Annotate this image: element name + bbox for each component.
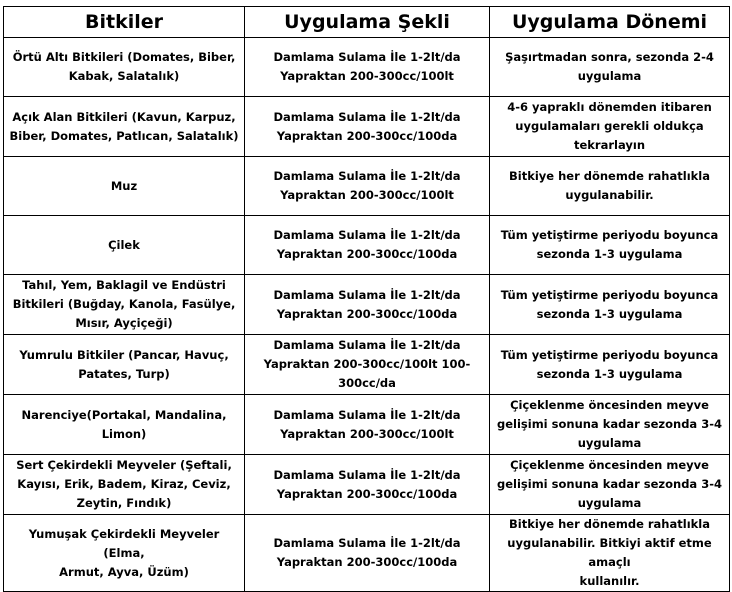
- period-cell: [490, 395, 730, 455]
- plant-cell: [4, 275, 245, 335]
- plant-cell: [4, 216, 245, 275]
- plant-text: Yumuşak Çekirdekli Meyveler (Elma, Armut, Ayva, Üzüm): [28, 526, 220, 579]
- period-text: Tüm yetiştirme periyodu boyunca sezonda 1-3 uygulama: [500, 347, 719, 381]
- header-row: [4, 7, 730, 38]
- period-cell: [490, 515, 730, 592]
- plant-text: Örtü Altı Bitkileri (Domates, Biber, Kabak, Salatalık): [12, 50, 236, 83]
- header-application-method: Uygulama Şekli: [245, 7, 490, 38]
- table-row: [4, 515, 730, 592]
- table-row: [4, 97, 730, 157]
- plant-text: Muz: [110, 178, 138, 193]
- table-row: [4, 38, 730, 97]
- method-cell: [245, 395, 490, 455]
- plant-text: Yumrulu Bitkiler (Pancar, Havuç, Patates, Turp): [19, 347, 229, 381]
- period-cell: [490, 455, 730, 515]
- period-cell: [490, 216, 730, 275]
- plant-cell: [4, 157, 245, 216]
- period-text: Bitkiye her dönemde rahatlıkla uygulanabilir. Bitkiyi aktif etme amaçlı kullanılır.: [507, 517, 712, 588]
- table-row: [4, 216, 730, 275]
- application-table: [3, 6, 730, 592]
- method-cell: [245, 455, 490, 515]
- plant-cell: [4, 455, 245, 515]
- method-text: Damlama Sulama İle 1-2lt/da Yapraktan 200-300cc/100da: [273, 467, 461, 501]
- header-application-period: Uygulama Dönemi: [490, 7, 730, 38]
- method-text: Damlama Sulama İle 1-2lt/da Yapraktan 200-300cc/100lt: [273, 407, 461, 441]
- header-plants: Bitkiler: [4, 7, 245, 38]
- period-text: Tüm yetiştirme periyodu boyunca sezonda 1-3 uygulama: [500, 228, 719, 261]
- method-text: Damlama Sulama İle 1-2lt/da Yapraktan 200-300cc/100da: [273, 228, 461, 261]
- method-cell: [245, 97, 490, 157]
- period-cell: [490, 157, 730, 216]
- period-cell: [490, 97, 730, 157]
- period-text: Bitkiye her dönemde rahatlıkla uygulanabilir.: [508, 169, 710, 202]
- plant-cell: [4, 97, 245, 157]
- plant-text: Sert Çekirdekli Meyveler (Şeftali, Kayısı, Erik, Badem, Kiraz, Ceviz, Zeytin, Fındık): [16, 458, 232, 510]
- plant-text: Tahıl, Yem, Baklagil ve Endüstri Bitkileri (Buğday, Kanola, Fasülye, Mısır, Ayçiçeği): [12, 278, 236, 330]
- method-cell: [245, 216, 490, 275]
- plant-cell: [4, 515, 245, 592]
- method-cell: [245, 515, 490, 592]
- period-cell: [490, 275, 730, 335]
- method-text: Damlama Sulama İle 1-2lt/da Yapraktan 200-300cc/100da: [273, 536, 461, 569]
- method-text: Damlama Sulama İle 1-2lt/da Yapraktan 200-300cc/100lt: [273, 50, 461, 83]
- table-row: [4, 395, 730, 455]
- plant-cell: [4, 38, 245, 97]
- method-text: Damlama Sulama İle 1-2lt/da Yapraktan 200-300cc/100lt: [273, 169, 461, 202]
- period-text: Çiçeklenme öncesinden meyve gelişimi sonuna kadar sezonda 3-4 uygulama: [497, 398, 722, 450]
- period-cell: [490, 335, 730, 395]
- method-cell: [245, 157, 490, 216]
- period-text: Şaşırtmadan sonra, sezonda 2-4 uygulama: [505, 50, 714, 83]
- table-row: [4, 455, 730, 515]
- method-cell: [245, 275, 490, 335]
- method-text: Damlama Sulama İle 1-2lt/da Yapraktan 200-300cc/100lt 100- 300cc/da: [263, 338, 471, 390]
- table-row: [4, 157, 730, 216]
- method-cell: [245, 335, 490, 395]
- table-row: [4, 275, 730, 335]
- period-text: 4-6 yapraklı dönemden itibaren uygulamaları gerekli oldukça tekrarlayın: [507, 100, 712, 152]
- period-text: Çiçeklenme öncesinden meyve gelişimi sonuna kadar sezonda 3-4 uygulama: [497, 458, 722, 510]
- method-text: Damlama Sulama İle 1-2lt/da Yapraktan 200-300cc/100da: [273, 287, 461, 321]
- period-text: Tüm yetiştirme periyodu boyunca sezonda 1-3 uygulama: [500, 287, 719, 321]
- table-row: [4, 335, 730, 395]
- plant-text: Çilek: [108, 237, 140, 252]
- plant-text: Açık Alan Bitkileri (Kavun, Karpuz, Biber, Domates, Patlıcan, Salatalık): [9, 109, 239, 143]
- application-table-container: [3, 6, 730, 592]
- plant-cell: [4, 335, 245, 395]
- plant-cell: [4, 395, 245, 455]
- period-cell: [490, 38, 730, 97]
- method-text: Damlama Sulama İle 1-2lt/da Yapraktan 200-300cc/100da: [273, 109, 461, 143]
- method-cell: [245, 38, 490, 97]
- plant-text: Narenciye(Portakal, Mandalina, Limon): [21, 407, 227, 441]
